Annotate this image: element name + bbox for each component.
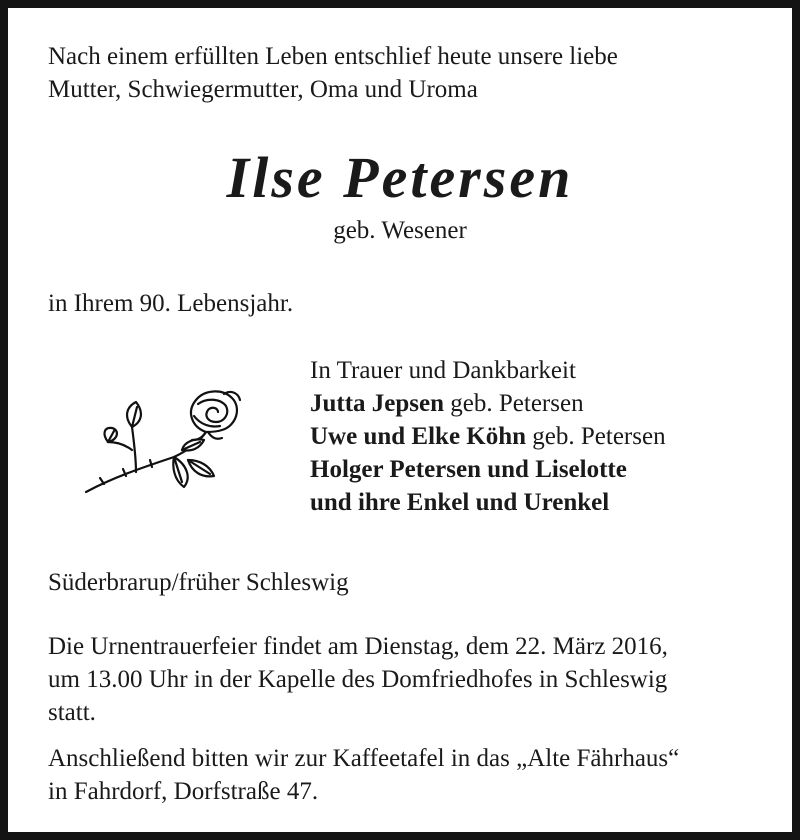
deceased-name: Ilse Petersen — [226, 145, 574, 210]
mourner-line — [310, 387, 666, 420]
reception-line: in Fahrdorf, Dorfstraße 47. — [48, 778, 319, 805]
mourner-line — [310, 486, 666, 519]
place-line: Süderbrarup/früher Schleswig — [48, 569, 349, 596]
age-line: in Ihrem 90. Lebensjahr. — [48, 290, 294, 317]
rose-icon — [74, 372, 244, 512]
mourner-name: Uwe und Elke Köhn — [310, 423, 527, 450]
maiden-name: geb. Wesener — [333, 217, 467, 244]
reception-text — [48, 742, 679, 808]
mourner-suffix: geb. Petersen — [444, 390, 584, 417]
mourners-block — [310, 354, 666, 519]
mourner-line — [310, 453, 666, 486]
intro-text — [48, 40, 618, 106]
mourners-heading: In Trauer und Dankbarkeit — [310, 357, 576, 384]
service-line: Die Urnentrauerfeier findet am Dienstag, dem 22. März 2016, — [48, 633, 668, 660]
mourner-name: Jutta Jepsen — [310, 390, 445, 417]
intro-line: Nach einem erfüllten Leben entschlief heute unsere liebe — [48, 43, 618, 70]
mourner-line — [310, 420, 666, 453]
service-line: um 13.00 Uhr in der Kapelle des Domfriedhofes in Schleswig — [48, 666, 668, 693]
intro-line: Mutter, Schwiegermutter, Oma und Uroma — [48, 76, 478, 103]
mourner-name: und ihre Enkel und Urenkel — [310, 489, 610, 516]
service-line: statt. — [48, 699, 96, 726]
reception-line: Anschließend bitten wir zur Kaffeetafel in das „Alte Fährhaus“ — [48, 745, 680, 772]
mourner-name: Holger Petersen und Liselotte — [310, 456, 627, 483]
service-text — [48, 630, 668, 729]
mourner-suffix: geb. Petersen — [526, 423, 666, 450]
